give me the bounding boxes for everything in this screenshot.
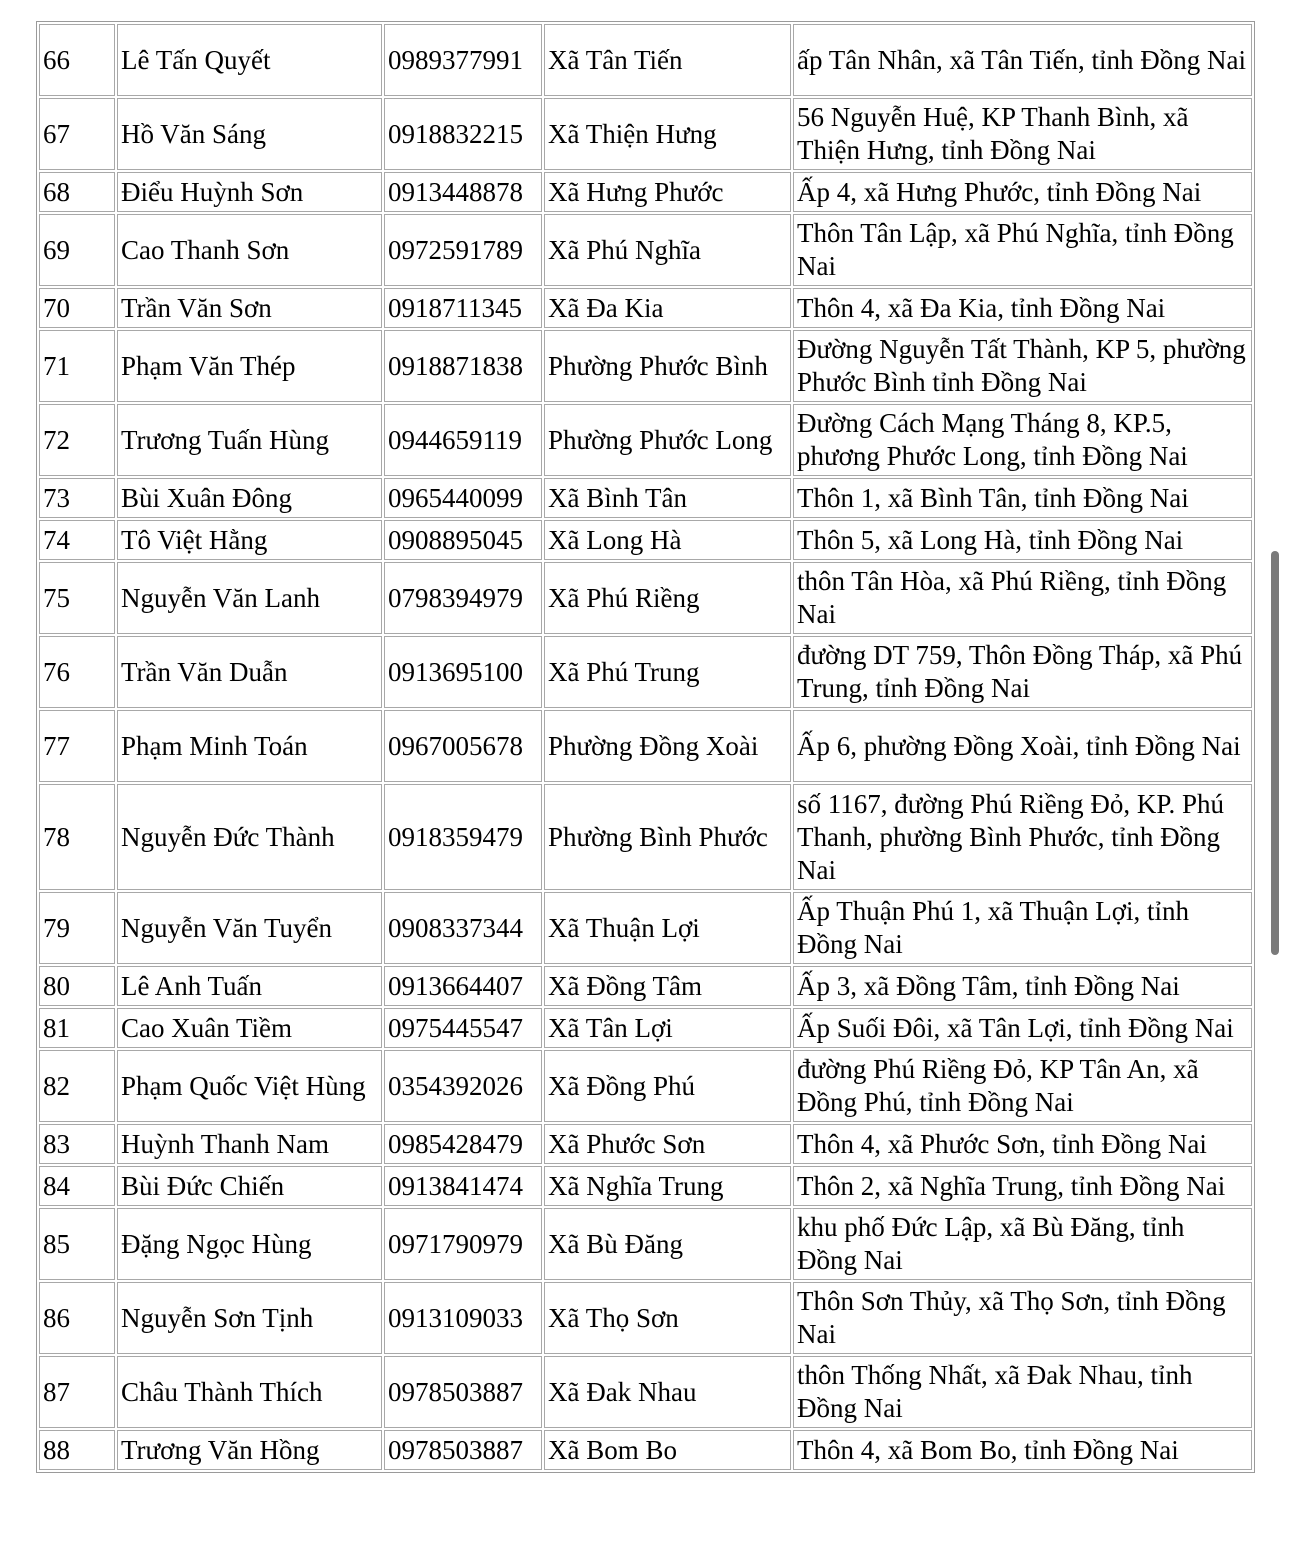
- row-number: 68: [39, 172, 115, 212]
- address: Thôn Sơn Thủy, xã Thọ Sơn, tỉnh Đồng Nai: [793, 1282, 1252, 1354]
- person-name: Bùi Xuân Đông: [117, 478, 382, 518]
- table-row: [39, 214, 1252, 286]
- phone-number: 0978503887: [384, 1430, 542, 1470]
- address: Ấp 3, xã Đồng Tâm, tỉnh Đồng Nai: [793, 966, 1252, 1006]
- unit-name: Phường Đồng Xoài: [544, 710, 791, 782]
- phone-number: 0971790979: [384, 1208, 542, 1280]
- address: Thôn 2, xã Nghĩa Trung, tỉnh Đồng Nai: [793, 1166, 1252, 1206]
- unit-name: Phường Bình Phước: [544, 784, 791, 890]
- table-row: [39, 98, 1252, 170]
- phone-number: 0908895045: [384, 520, 542, 560]
- row-number: 75: [39, 562, 115, 634]
- row-number: 87: [39, 1356, 115, 1428]
- row-number: 73: [39, 478, 115, 518]
- unit-name: Xã Nghĩa Trung: [544, 1166, 791, 1206]
- phone-number: 0967005678: [384, 710, 542, 782]
- table-row: [39, 710, 1252, 782]
- row-number: 78: [39, 784, 115, 890]
- unit-name: Xã Thọ Sơn: [544, 1282, 791, 1354]
- unit-name: Xã Bình Tân: [544, 478, 791, 518]
- vertical-scrollbar-thumb[interactable]: [1271, 551, 1279, 955]
- person-name: Trương Tuấn Hùng: [117, 404, 382, 476]
- unit-name: Xã Đồng Tâm: [544, 966, 791, 1006]
- person-name: Nguyễn Văn Tuyển: [117, 892, 382, 964]
- address: Ấp 4, xã Hưng Phước, tỉnh Đồng Nai: [793, 172, 1252, 212]
- row-number: 70: [39, 288, 115, 328]
- table-row: [39, 478, 1252, 518]
- person-name: Huỳnh Thanh Nam: [117, 1124, 382, 1164]
- address: số 1167, đường Phú Riềng Đỏ, KP. Phú Thanh, phường Bình Phước, tỉnh Đồng Nai: [793, 784, 1252, 890]
- person-name: Bùi Đức Chiến: [117, 1166, 382, 1206]
- table-row: [39, 1356, 1252, 1428]
- table-row: [39, 892, 1252, 964]
- person-name: Phạm Quốc Việt Hùng: [117, 1050, 382, 1122]
- person-name: Trương Văn Hồng: [117, 1430, 382, 1470]
- table-row: [39, 288, 1252, 328]
- phone-number: 0913841474: [384, 1166, 542, 1206]
- row-number: 66: [39, 24, 115, 96]
- address: Thôn 1, xã Bình Tân, tỉnh Đồng Nai: [793, 478, 1252, 518]
- table-row: [39, 562, 1252, 634]
- unit-name: Xã Bom Bo: [544, 1430, 791, 1470]
- row-number: 71: [39, 330, 115, 402]
- phone-number: 0918832215: [384, 98, 542, 170]
- phone-number: 0913448878: [384, 172, 542, 212]
- phone-number: 0918359479: [384, 784, 542, 890]
- address: Thôn Tân Lập, xã Phú Nghĩa, tỉnh Đồng Nai: [793, 214, 1252, 286]
- row-number: 72: [39, 404, 115, 476]
- phone-number: 0989377991: [384, 24, 542, 96]
- unit-name: Xã Phú Nghĩa: [544, 214, 791, 286]
- address: ấp Tân Nhân, xã Tân Tiến, tỉnh Đồng Nai: [793, 24, 1252, 96]
- address: thôn Thống Nhất, xã Đak Nhau, tỉnh Đồng Nai: [793, 1356, 1252, 1428]
- table-row: [39, 1208, 1252, 1280]
- phone-number: 0975445547: [384, 1008, 542, 1048]
- table-row: [39, 784, 1252, 890]
- unit-name: Xã Đak Nhau: [544, 1356, 791, 1428]
- address: Thôn 4, xã Bom Bo, tỉnh Đồng Nai: [793, 1430, 1252, 1470]
- table-row: [39, 1050, 1252, 1122]
- phone-number: 0978503887: [384, 1356, 542, 1428]
- table-row: [39, 520, 1252, 560]
- address: Ấp 6, phường Đồng Xoài, tỉnh Đồng Nai: [793, 710, 1252, 782]
- address: thôn Tân Hòa, xã Phú Riềng, tỉnh Đồng Nai: [793, 562, 1252, 634]
- unit-name: Xã Tân Lợi: [544, 1008, 791, 1048]
- table-row: [39, 1124, 1252, 1164]
- address: 56 Nguyễn Huệ, KP Thanh Bình, xã Thiện Hưng, tỉnh Đồng Nai: [793, 98, 1252, 170]
- phone-number: 0985428479: [384, 1124, 542, 1164]
- unit-name: Xã Phước Sơn: [544, 1124, 791, 1164]
- address: Đường Nguyễn Tất Thành, KP 5, phường Phước Bình tỉnh Đồng Nai: [793, 330, 1252, 402]
- table-row: [39, 330, 1252, 402]
- phone-number: 0972591789: [384, 214, 542, 286]
- contact-table: [36, 21, 1255, 1473]
- person-name: Phạm Minh Toán: [117, 710, 382, 782]
- person-name: Trần Văn Duẫn: [117, 636, 382, 708]
- row-number: 85: [39, 1208, 115, 1280]
- address: Thôn 4, xã Phước Sơn, tỉnh Đồng Nai: [793, 1124, 1252, 1164]
- phone-number: 0965440099: [384, 478, 542, 518]
- row-number: 82: [39, 1050, 115, 1122]
- unit-name: Xã Bù Đăng: [544, 1208, 791, 1280]
- person-name: Nguyễn Sơn Tịnh: [117, 1282, 382, 1354]
- person-name: Cao Xuân Tiềm: [117, 1008, 382, 1048]
- address: Ấp Thuận Phú 1, xã Thuận Lợi, tỉnh Đồng Nai: [793, 892, 1252, 964]
- unit-name: Xã Hưng Phước: [544, 172, 791, 212]
- address: Thôn 4, xã Đa Kia, tỉnh Đồng Nai: [793, 288, 1252, 328]
- unit-name: Xã Đồng Phú: [544, 1050, 791, 1122]
- phone-number: 0913109033: [384, 1282, 542, 1354]
- phone-number: 0944659119: [384, 404, 542, 476]
- address: khu phố Đức Lập, xã Bù Đăng, tỉnh Đồng Nai: [793, 1208, 1252, 1280]
- table-row: [39, 404, 1252, 476]
- unit-name: Phường Phước Bình: [544, 330, 791, 402]
- person-name: Lê Anh Tuấn: [117, 966, 382, 1006]
- table-row: [39, 1166, 1252, 1206]
- person-name: Nguyễn Đức Thành: [117, 784, 382, 890]
- phone-number: 0918871838: [384, 330, 542, 402]
- person-name: Tô Việt Hằng: [117, 520, 382, 560]
- unit-name: Phường Phước Long: [544, 404, 791, 476]
- unit-name: Xã Tân Tiến: [544, 24, 791, 96]
- row-number: 81: [39, 1008, 115, 1048]
- phone-number: 0913664407: [384, 966, 542, 1006]
- unit-name: Xã Thiện Hưng: [544, 98, 791, 170]
- row-number: 79: [39, 892, 115, 964]
- person-name: Trần Văn Sơn: [117, 288, 382, 328]
- row-number: 83: [39, 1124, 115, 1164]
- address: đường Phú Riềng Đỏ, KP Tân An, xã Đồng Phú, tỉnh Đồng Nai: [793, 1050, 1252, 1122]
- table-row: [39, 1430, 1252, 1470]
- person-name: Đặng Ngọc Hùng: [117, 1208, 382, 1280]
- row-number: 84: [39, 1166, 115, 1206]
- table-row: [39, 1008, 1252, 1048]
- unit-name: Xã Phú Trung: [544, 636, 791, 708]
- row-number: 77: [39, 710, 115, 782]
- phone-number: 0798394979: [384, 562, 542, 634]
- unit-name: Xã Đa Kia: [544, 288, 791, 328]
- person-name: Châu Thành Thích: [117, 1356, 382, 1428]
- person-name: Phạm Văn Thép: [117, 330, 382, 402]
- person-name: Cao Thanh Sơn: [117, 214, 382, 286]
- address: Thôn 5, xã Long Hà, tỉnh Đồng Nai: [793, 520, 1252, 560]
- row-number: 76: [39, 636, 115, 708]
- table-row: [39, 1282, 1252, 1354]
- row-number: 67: [39, 98, 115, 170]
- phone-number: 0908337344: [384, 892, 542, 964]
- table-row: [39, 24, 1252, 96]
- row-number: 86: [39, 1282, 115, 1354]
- phone-number: 0918711345: [384, 288, 542, 328]
- row-number: 88: [39, 1430, 115, 1470]
- unit-name: Xã Long Hà: [544, 520, 791, 560]
- row-number: 80: [39, 966, 115, 1006]
- phone-number: 0354392026: [384, 1050, 542, 1122]
- person-name: Hồ Văn Sáng: [117, 98, 382, 170]
- address: Ấp Suối Đôi, xã Tân Lợi, tỉnh Đồng Nai: [793, 1008, 1252, 1048]
- person-name: Lê Tấn Quyết: [117, 24, 382, 96]
- row-number: 69: [39, 214, 115, 286]
- table-row: [39, 172, 1252, 212]
- address: Đường Cách Mạng Tháng 8, KP.5, phương Phước Long, tỉnh Đồng Nai: [793, 404, 1252, 476]
- row-number: 74: [39, 520, 115, 560]
- table-row: [39, 636, 1252, 708]
- table-row: [39, 966, 1252, 1006]
- phone-number: 0913695100: [384, 636, 542, 708]
- person-name: Điểu Huỳnh Sơn: [117, 172, 382, 212]
- person-name: Nguyễn Văn Lanh: [117, 562, 382, 634]
- unit-name: Xã Phú Riềng: [544, 562, 791, 634]
- address: đường DT 759, Thôn Đồng Tháp, xã Phú Trung, tỉnh Đồng Nai: [793, 636, 1252, 708]
- unit-name: Xã Thuận Lợi: [544, 892, 791, 964]
